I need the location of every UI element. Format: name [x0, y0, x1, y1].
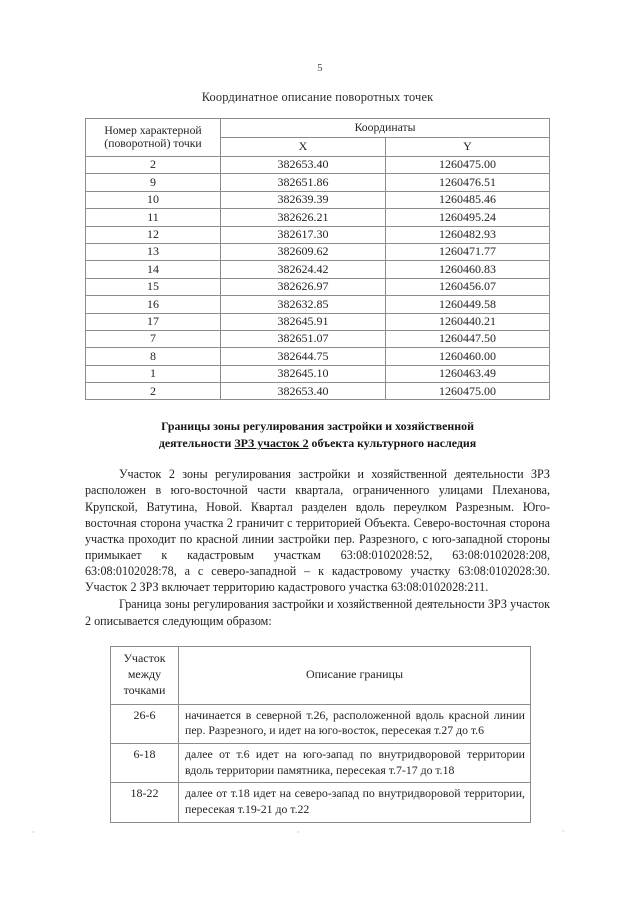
coordinates-table [85, 118, 550, 400]
cell-point: 15 [86, 278, 221, 295]
table-row [86, 209, 550, 226]
table-row [86, 243, 550, 260]
section-heading-line-2-suffix: объекта культурного наследия [308, 436, 477, 451]
cell-y: 1260447.50 [386, 330, 550, 347]
cell-x: 382645.10 [221, 365, 386, 382]
border-description-table [110, 646, 531, 823]
cell-x: 382626.21 [221, 209, 386, 226]
cell-x: 382651.07 [221, 330, 386, 347]
cell-point: 1 [86, 365, 221, 382]
cell-y: 1260495.24 [386, 209, 550, 226]
table-row [86, 296, 550, 313]
table-row [86, 226, 550, 243]
cell-description: далее от т.18 идет на северо-запад по внутридворовой территории, пересекая т.19-21 до т.22 [179, 783, 531, 822]
table-header-row [111, 646, 531, 704]
description-table-head [111, 646, 531, 704]
cell-x: 382639.39 [221, 191, 386, 208]
page-number: 5 [317, 62, 323, 74]
cell-segment: 26-6 [111, 704, 179, 743]
cell-point: 7 [86, 330, 221, 347]
cell-x: 382632.85 [221, 296, 386, 313]
table-row [111, 704, 531, 743]
cell-point: 16 [86, 296, 221, 313]
cell-x: 382653.40 [221, 157, 386, 174]
cell-point: 2 [86, 383, 221, 400]
cell-y: 1260460.00 [386, 348, 550, 365]
table-row [111, 743, 531, 782]
cell-y: 1260475.00 [386, 383, 550, 400]
section-heading-line-2-prefix: деятельности [158, 436, 235, 451]
cell-segment: 6-18 [111, 743, 179, 782]
table-row [86, 365, 550, 382]
cell-y: 1260463.49 [386, 365, 550, 382]
table-row [86, 383, 550, 400]
cell-description: начинается в северной т.26, расположенной вдоль красной линии пер. Разрезного, и идет на юго-восток, пересекая т.27 до т.6 [179, 704, 531, 743]
cell-point: 9 [86, 174, 221, 191]
cell-x: 382653.40 [221, 383, 386, 400]
header-point-number: Номер характерной (поворотной) точки [86, 119, 221, 157]
cell-x: 382626.97 [221, 278, 386, 295]
table-row [86, 261, 550, 278]
table-row [86, 191, 550, 208]
cell-x: 382645.91 [221, 313, 386, 330]
page-content [85, 90, 550, 823]
coordinates-table-head [86, 119, 550, 157]
cell-point: 12 [86, 226, 221, 243]
section-heading [85, 418, 550, 452]
table-row [86, 348, 550, 365]
cell-x: 382617.30 [221, 226, 386, 243]
cell-x: 382644.75 [221, 348, 386, 365]
cell-x: 382651.86 [221, 174, 386, 191]
table-row [86, 174, 550, 191]
cell-point: 13 [86, 243, 221, 260]
scan-artifact-left: ▫ [32, 829, 35, 836]
paragraph-border-intro: Граница зоны регулирования застройки и хозяйственной деятельности ЗРЗ участок 2 описывается следующим образом: [85, 597, 550, 628]
table-header-row [86, 119, 550, 138]
cell-point: 8 [86, 348, 221, 365]
table-row [86, 313, 550, 330]
cell-y: 1260460.83 [386, 261, 550, 278]
table-row [111, 783, 531, 822]
scan-artifact-center: ▫ [297, 829, 300, 836]
table-row [86, 330, 550, 347]
section-heading-underlined-term: ЗРЗ участок 2 [234, 436, 309, 451]
description-table-wrapper [85, 646, 550, 823]
page-title: Координатное описание поворотных точек [201, 90, 434, 104]
cell-point: 14 [86, 261, 221, 278]
cell-x: 382624.42 [221, 261, 386, 278]
header-x: X [221, 138, 386, 157]
cell-y: 1260476.51 [386, 174, 550, 191]
cell-y: 1260471.77 [386, 243, 550, 260]
table-row [86, 157, 550, 174]
cell-y: 1260485.46 [386, 191, 550, 208]
cell-y: 1260482.93 [386, 226, 550, 243]
cell-description: далее от т.6 идет на юго-запад по внутридворовой территории вдоль территории памятника, пересекая т.7-17 до т.18 [179, 743, 531, 782]
cell-x: 382609.62 [221, 243, 386, 260]
cell-y: 1260475.00 [386, 157, 550, 174]
cell-y: 1260456.07 [386, 278, 550, 295]
paragraph-location-description: Участок 2 зоны регулирования застройки и хозяйственной деятельности ЗРЗ расположен в юго-восточной части квартала, ограниченного улицами Плеханова, Крупской, Ватутина, Новой. Квартал разделен вдоль переулком Разрезным. Юго-восточная сторона участка 2 граничит с территорией Объекта. Северо-восточная сторона участка проходит по красной линии застройки пер. Разрезного, с юго-западной стороны примыкает к кадастровым участкам 63:08:0102028:52, 63:08:0102028:208, 63:08:0102028:78, а с северо-западной – к кадастровому участку 63:08:0102028:30. Участок 2 ЗРЗ включает территорию кадастрового участка 63:08:0102028:211. [85, 467, 550, 595]
cell-y: 1260440.21 [386, 313, 550, 330]
description-table-body [111, 704, 531, 822]
cell-point: 2 [86, 157, 221, 174]
cell-segment: 18-22 [111, 783, 179, 822]
scan-artifact-right: ▫ [562, 828, 565, 835]
header-y: Y [386, 138, 550, 157]
header-segment: Участок между точками [111, 646, 179, 704]
cell-y: 1260449.58 [386, 296, 550, 313]
header-description: Описание границы [179, 646, 531, 704]
coordinates-table-body [86, 157, 550, 400]
cell-point: 10 [86, 191, 221, 208]
cell-point: 17 [86, 313, 221, 330]
section-heading-line-1: Границы зоны регулирования застройки и хозяйственной [161, 419, 474, 434]
cell-point: 11 [86, 209, 221, 226]
header-coordinates: Координаты [221, 119, 550, 138]
table-row [86, 278, 550, 295]
